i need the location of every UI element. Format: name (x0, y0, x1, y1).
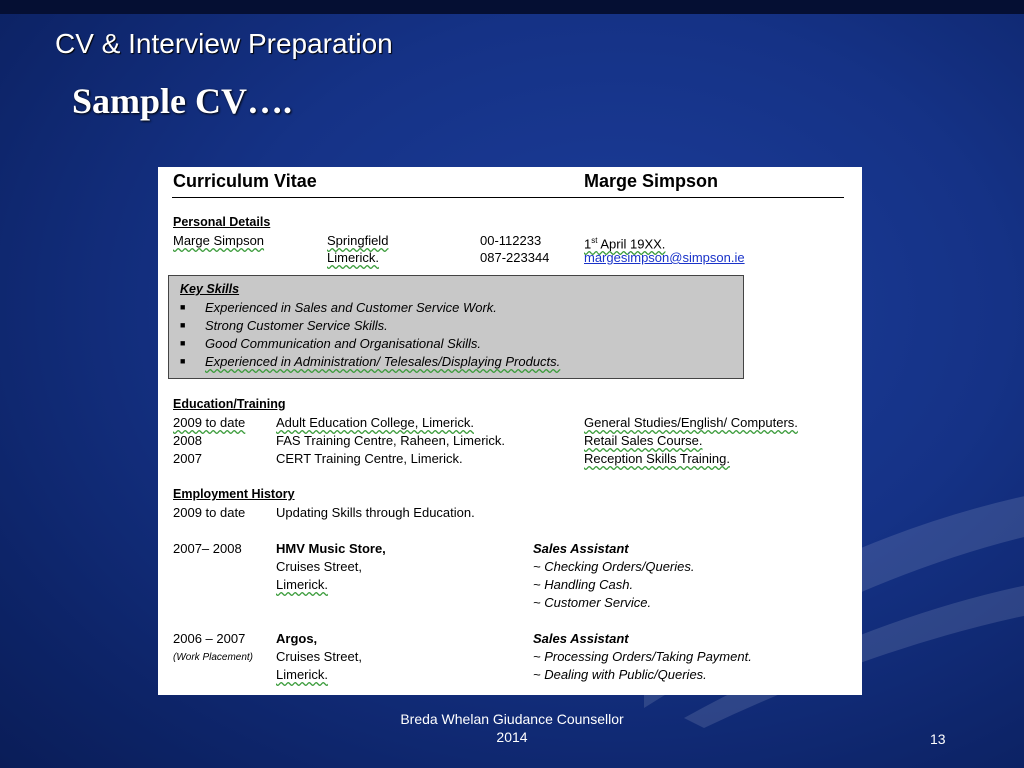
employment-text: Updating Skills through Education. (276, 505, 475, 520)
page-number: 13 (930, 731, 946, 747)
education-place: CERT Training Centre, Limerick. (276, 451, 463, 466)
slide-footer (362, 710, 662, 746)
job1-street: Cruises Street, (276, 559, 362, 574)
skill-item: Good Communication and Organisational Skills. (205, 336, 482, 351)
personal-phone-2: 087-223344 (480, 250, 550, 265)
employment-date: 2009 to date (173, 505, 246, 520)
job1-duty: ~ Customer Service. (533, 595, 652, 610)
dob-day: 1 (584, 236, 592, 252)
education-course: Retail Sales Course. (584, 433, 703, 448)
skill-item: Strong Customer Service Skills. (205, 318, 388, 333)
key-skills-heading: Key Skills (180, 282, 240, 296)
education-date: 2009 to date (173, 415, 246, 430)
cv-owner-name: Marge Simpson (584, 171, 719, 191)
footer-author: Breda Whelan Giudance Counsellor (400, 711, 624, 727)
top-band (0, 0, 1024, 14)
personal-details-heading: Personal Details (173, 215, 271, 229)
personal-county: Limerick. (327, 250, 380, 265)
job2-employer: Argos, (276, 631, 318, 646)
education-date: 2007 (173, 451, 202, 466)
job1-employer: HMV Music Store, (276, 541, 386, 556)
job2-street: Cruises Street, (276, 649, 362, 664)
skill-item: Experienced in Sales and Customer Service Work. (205, 300, 497, 315)
job1-role: Sales Assistant (533, 541, 629, 556)
education-date: 2008 (173, 433, 202, 448)
skill-bullet: ■ (180, 320, 186, 330)
education-course: Reception Skills Training. (584, 451, 730, 466)
dob-suffix: st (591, 236, 598, 245)
job2-role: Sales Assistant (533, 631, 629, 646)
personal-email-link[interactable]: margesimpson@simpson.ie (584, 250, 745, 265)
footer-year: 2014 (496, 729, 528, 745)
cv-heading: Curriculum Vitae (173, 171, 317, 191)
slide-title: CV & Interview Preparation (55, 28, 393, 59)
job2-date: 2006 – 2007 (173, 631, 246, 646)
education-place: Adult Education College, Limerick. (276, 415, 474, 430)
employment-heading: Employment History (173, 487, 295, 501)
personal-name: Marge Simpson (173, 233, 265, 248)
skill-bullet: ■ (180, 338, 186, 348)
skill-bullet: ■ (180, 302, 186, 312)
job2-city: Limerick. (276, 667, 329, 682)
header-rule (172, 197, 844, 198)
personal-town: Springfield (327, 233, 389, 248)
personal-phone-1: 00-112233 (480, 233, 542, 248)
slide-subtitle: Sample CV…. (72, 81, 293, 121)
job1-duty: ~ Checking Orders/Queries. (533, 559, 695, 574)
job2-duty: ~ Dealing with Public/Queries. (533, 667, 707, 682)
skill-item: Experienced in Administration/ Telesales/Displaying Products. (205, 354, 561, 369)
job1-date: 2007– 2008 (173, 541, 242, 556)
job2-note: (Work Placement) (173, 652, 254, 663)
job1-duty: ~ Handling Cash. (533, 577, 634, 592)
dob-rest: April 19XX. (597, 236, 666, 252)
cv-document-image (158, 167, 862, 695)
job2-duty: ~ Processing Orders/Taking Payment. (533, 649, 752, 664)
job1-city: Limerick. (276, 577, 329, 592)
education-heading: Education/Training (173, 397, 286, 411)
education-place: FAS Training Centre, Raheen, Limerick. (276, 433, 506, 448)
education-course: General Studies/English/ Computers. (584, 415, 798, 430)
skill-bullet: ■ (180, 356, 186, 366)
